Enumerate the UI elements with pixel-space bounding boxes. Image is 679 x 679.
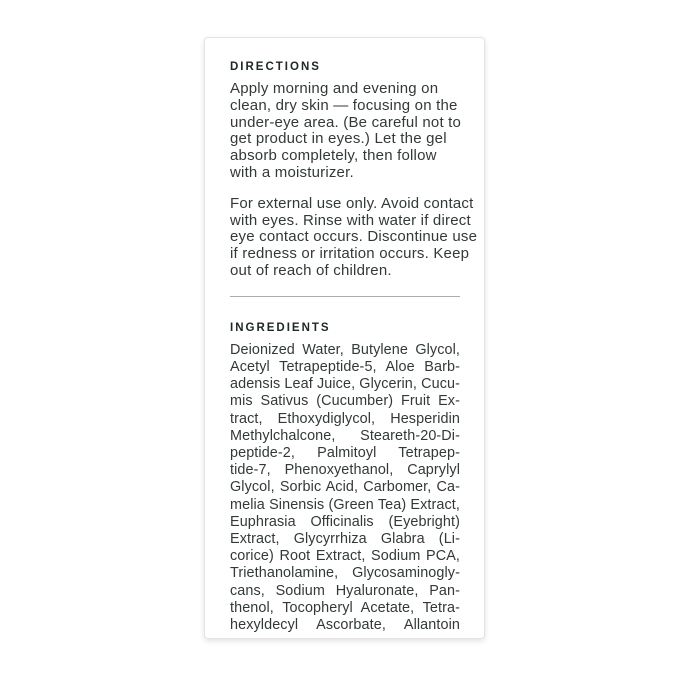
text-line: Triethanolamine, Glycosaminogly- — [230, 565, 460, 582]
text-line: For external use only. Avoid contact — [230, 194, 474, 212]
directions-usage-paragraph — [230, 81, 460, 182]
text-line: tract, Ethoxydiglycol, Hesperidin — [230, 410, 460, 427]
text-line: hexyldecyl Ascorbate, Allantoin — [230, 617, 460, 634]
text-line: peptide-2, Palmitoyl Tetrapep- — [230, 444, 460, 461]
text-line: tide-7, Phenoxyethanol, Caprylyl — [230, 462, 460, 479]
directions-warning-paragraph — [230, 194, 478, 280]
text-line: clean, dry skin — focusing on the — [230, 96, 458, 114]
text-line: Methylchalcone, Steareth-20-Di- — [230, 427, 460, 444]
text-line: get product in eyes.) Let the gel — [230, 130, 447, 148]
text-line: under-eye area. (Be careful not to — [230, 113, 462, 131]
text-line: thenol, Tocopheryl Acetate, Tetra- — [230, 599, 460, 616]
text-line: Glycol, Sorbic Acid, Carbomer, Ca- — [230, 479, 460, 496]
ingredients-heading: INGREDIENTS — [230, 321, 331, 334]
text-line: corice) Root Extract, Sodium PCA, — [230, 548, 460, 565]
text-line: melia Sinensis (Green Tea) Extract, — [230, 496, 460, 513]
ingredients-section — [230, 321, 460, 634]
text-line: with eyes. Rinse with water if direct — [230, 211, 471, 229]
text-line: Apply morning and evening on — [230, 80, 439, 97]
section-divider — [230, 296, 460, 297]
text-line: mis Sativus (Cucumber) Fruit Ex- — [230, 393, 460, 410]
label-content — [205, 38, 484, 638]
directions-heading: DIRECTIONS — [230, 61, 321, 73]
directions-section — [230, 60, 478, 280]
text-line: Deionized Water, Butylene Glycol, — [230, 341, 460, 358]
text-line: with a moisturizer. — [230, 163, 354, 181]
ingredients-list-paragraph — [230, 342, 460, 634]
text-line: out of reach of children. — [230, 261, 392, 279]
text-line: Extract, Glycyrrhiza Glabra (Li- — [230, 531, 460, 547]
text-line: adensis Leaf Juice, Glycerin, Cucu- — [230, 376, 460, 393]
product-label-card — [204, 37, 485, 639]
text-line: absorb completely, then follow — [230, 147, 437, 165]
text-line: eye contact occurs. Discontinue use — [230, 228, 478, 246]
text-line: cans, Sodium Hyaluronate, Pan- — [230, 582, 460, 599]
text-line: Euphrasia Officinalis (Eyebright) — [230, 513, 460, 530]
text-line: Acetyl Tetrapeptide-5, Aloe Barb- — [230, 358, 460, 375]
text-line: if redness or irritation occurs. Keep — [230, 245, 470, 263]
